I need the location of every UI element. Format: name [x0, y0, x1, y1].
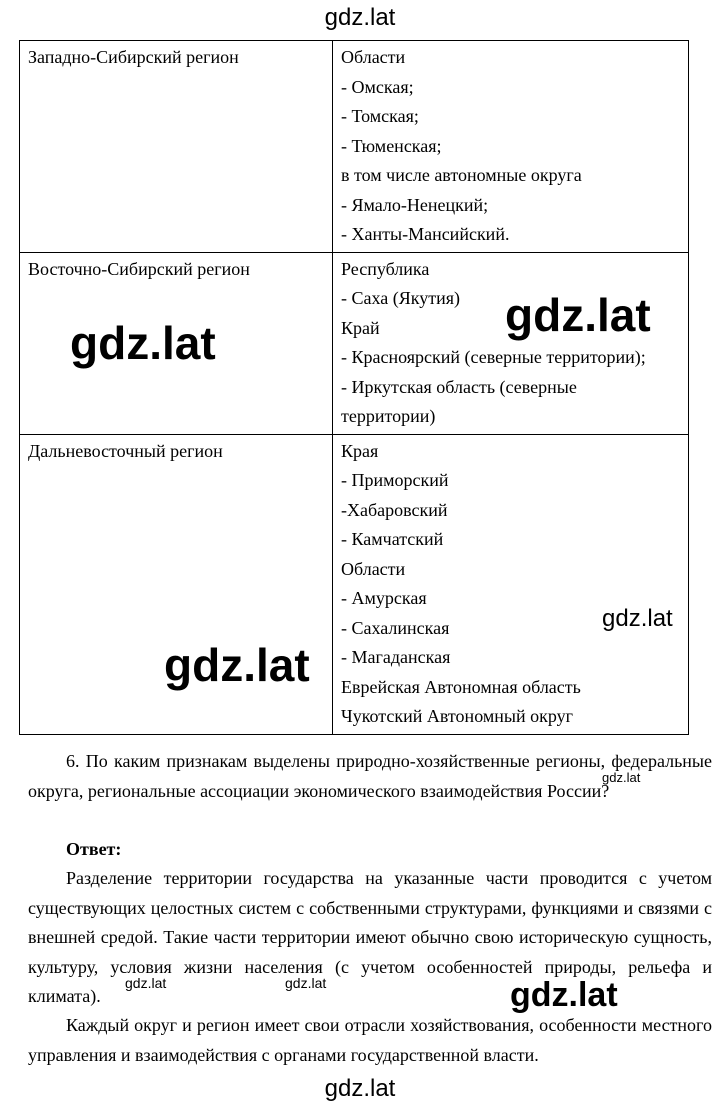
unit-line: - Омская;	[341, 76, 414, 97]
unit-line: территории)	[341, 406, 436, 426]
region-name: Восточно-Сибирский регион	[28, 258, 250, 279]
watermark-large-bottom-left: gdz.lat	[164, 639, 310, 691]
unit-line: - Магаданская	[341, 647, 451, 667]
unit-line: - Амурская	[341, 588, 427, 608]
unit-line: Области	[341, 558, 406, 579]
watermark-bold-answer-right: gdz.lat	[510, 976, 618, 1014]
unit-line: - Томская;	[341, 106, 419, 126]
watermark-top: gdz.lat	[324, 4, 396, 31]
region-units-cell	[333, 434, 689, 734]
region-name: Западно-Сибирский регион	[28, 47, 239, 67]
unit-line: Край	[341, 317, 380, 338]
region-units-cell	[333, 252, 689, 434]
table-row	[20, 434, 689, 734]
answer-heading: Ответ:	[66, 839, 122, 859]
unit-line: - Саха (Якутия)	[341, 288, 461, 308]
watermark-small-answer-mid: gdz.lat	[285, 975, 327, 991]
unit-line: - Иркутская область (северные	[341, 376, 577, 397]
unit-line: Республика	[341, 258, 430, 279]
unit-line: Еврейская Автономная область	[341, 676, 581, 697]
region-name-cell	[20, 41, 333, 253]
unit-line: - Приморский	[341, 470, 449, 490]
watermark-medium-right: gdz.lat	[602, 605, 673, 632]
unit-line: в том числе автономные округа	[341, 165, 582, 185]
unit-line: Области	[341, 47, 406, 67]
regions-table	[19, 40, 689, 735]
watermark-large-right: gdz.lat	[505, 289, 651, 341]
unit-line: - Тюменская;	[341, 135, 442, 156]
answer-paragraph: Каждый округ и регион имеет свои отрасли хозяйствования, особенности местного управления и взаимодействия с органами государственной власти.	[28, 1015, 712, 1065]
unit-line: Края	[341, 440, 379, 461]
watermark-small-answer-left: gdz.lat	[125, 975, 167, 991]
answer-paragraph: Разделение территории государства на указанные части проводится с учетом существующих целостных систем с собственными структурами, функциями и связями с внешней средой. Такие части территории имеют обычно свою историческую сущность, культуру, условия жизни населения (с учетом особенностей природы, рельефа и климата).	[28, 868, 712, 1006]
unit-line: - Сахалинская	[341, 617, 450, 638]
unit-line: -Хабаровский	[341, 499, 448, 520]
unit-line: - Ханты-Мансийский.	[341, 224, 510, 244]
unit-line: - Красноярский (северные территории);	[341, 347, 646, 367]
region-name: Дальневосточный регион	[28, 440, 223, 461]
watermark-bottom: gdz.lat	[324, 1075, 396, 1102]
watermark-small-question: gdz.lat	[602, 770, 641, 785]
table-row	[20, 41, 689, 253]
unit-line: Чукотский Автономный округ	[341, 706, 573, 726]
region-units-cell	[333, 41, 689, 253]
unit-line: - Камчатский	[341, 529, 444, 549]
watermark-large-left: gdz.lat	[70, 317, 216, 369]
unit-line: - Ямало-Ненецкий;	[341, 194, 489, 215]
question-text: 6. По каким признакам выделены природно-хозяйственные регионы, федеральные округа, региональные ассоциации экономического взаимодействия России?	[28, 751, 712, 801]
